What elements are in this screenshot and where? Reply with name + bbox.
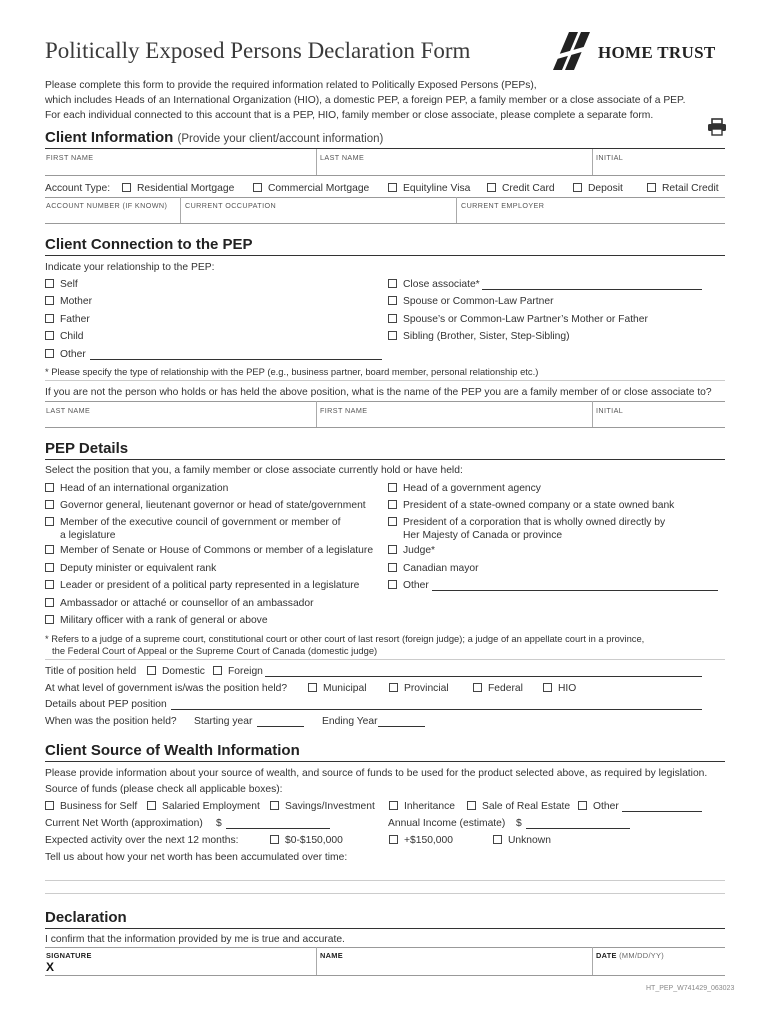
salaried-label: Salaried Employment bbox=[162, 801, 260, 812]
pep-details-label: Details about PEP position bbox=[45, 699, 167, 710]
section-rule bbox=[45, 148, 725, 149]
child-checkbox[interactable] bbox=[45, 331, 54, 340]
deposit-label: Deposit bbox=[588, 183, 623, 194]
hio-label: HIO bbox=[558, 683, 577, 694]
close-associate-label: Close associate* bbox=[403, 279, 480, 290]
field-rule bbox=[45, 223, 725, 224]
party-leader-label: Leader or president of a political party represented in a legislature bbox=[60, 580, 360, 591]
intro-line-3: For each individual connected to this account that is a PEP, HIO, family member or close associate, please complete a separate form. bbox=[45, 110, 654, 121]
divider-line bbox=[45, 659, 725, 660]
pep-details-field[interactable] bbox=[171, 709, 702, 710]
commercial-mortgage-label: Commercial Mortgage bbox=[268, 183, 370, 194]
sibling-checkbox[interactable] bbox=[388, 331, 397, 340]
net-worth-currency: $ bbox=[216, 818, 222, 829]
range-low-checkbox[interactable] bbox=[270, 835, 279, 844]
inheritance-label: Inheritance bbox=[404, 801, 455, 812]
business-label: Business for Self bbox=[60, 801, 138, 812]
pep-first-name-label: FIRST NAME bbox=[320, 406, 368, 415]
annual-income-field[interactable] bbox=[526, 828, 630, 829]
expected-activity-label: Expected activity over the next 12 months: bbox=[45, 835, 239, 846]
savings-label: Savings/Investment bbox=[285, 801, 375, 812]
spouse-label: Spouse or Common-Law Partner bbox=[403, 296, 554, 307]
business-checkbox[interactable] bbox=[45, 801, 54, 810]
section-rule bbox=[45, 459, 725, 460]
other-source-field[interactable] bbox=[622, 811, 702, 812]
intro-line-1: Please complete this form to provide the required information related to Politically Exposed Persons (PEPs), bbox=[45, 80, 537, 91]
judge-checkbox[interactable] bbox=[388, 545, 397, 554]
child-label: Child bbox=[60, 331, 84, 342]
field-rule bbox=[45, 175, 725, 176]
divider bbox=[592, 401, 593, 427]
divider bbox=[592, 947, 593, 975]
father-checkbox[interactable] bbox=[45, 314, 54, 323]
other-relationship-field[interactable] bbox=[90, 359, 382, 360]
title-held-field[interactable] bbox=[265, 676, 702, 677]
crown-corporation-label: President of a corporation that is wholly owned directly by bbox=[403, 517, 666, 528]
ending-year-label: Ending Year bbox=[322, 716, 378, 727]
military-officer-checkbox[interactable] bbox=[45, 615, 54, 624]
other-relationship-label: Other bbox=[60, 349, 86, 360]
hio-checkbox[interactable] bbox=[543, 683, 552, 692]
head-intl-org-checkbox[interactable] bbox=[45, 483, 54, 492]
initial-label: INITIAL bbox=[596, 153, 624, 162]
domestic-checkbox[interactable] bbox=[147, 666, 156, 675]
governor-checkbox[interactable] bbox=[45, 500, 54, 509]
real-estate-label: Sale of Real Estate bbox=[482, 801, 571, 812]
form-code: HT_PEP_W741429_063023 bbox=[646, 985, 735, 992]
self-label: Self bbox=[60, 279, 78, 290]
ambassador-label: Ambassador or attaché or counsellor of an ambassador bbox=[60, 598, 314, 609]
mayor-label: Canadian mayor bbox=[403, 563, 479, 574]
executive-council-label-cont: a legislature bbox=[60, 530, 116, 541]
judge-note-line-1: * Refers to a judge of a supreme court, constitutional court or other court of last resort (foreign judge); a judge of an appellate court in a province, bbox=[45, 633, 645, 644]
father-label: Father bbox=[60, 314, 90, 325]
field-rule bbox=[45, 197, 725, 198]
print-icon[interactable] bbox=[707, 118, 727, 136]
foreign-checkbox[interactable] bbox=[213, 666, 222, 675]
mother-checkbox[interactable] bbox=[45, 296, 54, 305]
pep-last-name-label: LAST NAME bbox=[46, 406, 91, 415]
federal-checkbox[interactable] bbox=[473, 683, 482, 692]
real-estate-checkbox[interactable] bbox=[467, 801, 476, 810]
deposit-checkbox[interactable] bbox=[573, 183, 582, 192]
close-associate-field[interactable] bbox=[482, 289, 702, 290]
credit-card-checkbox[interactable] bbox=[487, 183, 496, 192]
divider bbox=[592, 149, 593, 175]
wealth-intro: Please provide information about your source of wealth, and source of funds to be used for the product selected above, as required by legislation. bbox=[45, 768, 708, 779]
judge-label: Judge* bbox=[403, 545, 436, 556]
signature-label: SIGNATURE bbox=[46, 951, 92, 960]
other-position-checkbox[interactable] bbox=[388, 580, 397, 589]
net-worth-history-line-2[interactable] bbox=[45, 893, 725, 894]
employer-label: CURRENT EMPLOYER bbox=[461, 201, 545, 210]
brand-name: HOME TRUST bbox=[598, 43, 716, 62]
provincial-label: Provincial bbox=[404, 683, 449, 694]
relationship-note: * Please specify the type of relationship with the PEP (e.g., business partner, board member, personal relationship etc.) bbox=[45, 366, 539, 377]
retail-credit-checkbox[interactable] bbox=[647, 183, 656, 192]
signature-mark: X bbox=[46, 960, 55, 974]
state-company-label: President of a state-owned company or a state owned bank bbox=[403, 500, 675, 511]
mother-label: Mother bbox=[60, 296, 93, 307]
savings-checkbox[interactable] bbox=[270, 801, 279, 810]
divider-line bbox=[45, 380, 725, 381]
funds-prompt: Source of funds (please check all applicable boxes): bbox=[45, 784, 283, 795]
declaration-heading: Declaration bbox=[45, 909, 127, 926]
residential-mortgage-checkbox[interactable] bbox=[122, 183, 131, 192]
military-officer-label: Military officer with a rank of general or above bbox=[60, 615, 268, 626]
when-held-label: When was the position held? bbox=[45, 716, 177, 727]
range-high-label: +$150,000 bbox=[404, 835, 453, 846]
section-rule bbox=[45, 928, 725, 929]
deputy-minister-checkbox[interactable] bbox=[45, 563, 54, 572]
net-worth-field[interactable] bbox=[226, 828, 330, 829]
field-rule bbox=[45, 947, 725, 948]
declaration-statement: I confirm that the information provided by me is true and accurate. bbox=[45, 934, 345, 945]
section-rule bbox=[45, 761, 725, 762]
annual-income-label: Annual Income (estimate) bbox=[388, 818, 506, 829]
spouse-checkbox[interactable] bbox=[388, 296, 397, 305]
section-rule bbox=[45, 255, 725, 256]
ending-year-field[interactable] bbox=[378, 726, 425, 727]
field-rule bbox=[45, 427, 725, 428]
head-gov-agency-checkbox[interactable] bbox=[388, 483, 397, 492]
account-number-label: ACCOUNT NUMBER (IF KNOWN) bbox=[46, 201, 168, 210]
sibling-label: Sibling (Brother, Sister, Step-Sibling) bbox=[403, 331, 570, 342]
federal-label: Federal bbox=[488, 683, 523, 694]
deputy-minister-label: Deputy minister or equivalent rank bbox=[60, 563, 217, 574]
form-title: Politically Exposed Persons Declaration Form bbox=[45, 38, 471, 63]
relationship-prompt: Indicate your relationship to the PEP: bbox=[45, 262, 215, 273]
self-checkbox[interactable] bbox=[45, 279, 54, 288]
range-unknown-label: Unknown bbox=[508, 835, 551, 846]
last-name-label: LAST NAME bbox=[320, 153, 365, 162]
municipal-checkbox[interactable] bbox=[308, 683, 317, 692]
account-type-label: Account Type: bbox=[45, 183, 111, 194]
name-label: NAME bbox=[320, 951, 343, 960]
other-source-label: Other bbox=[593, 801, 619, 812]
spouse-parent-label: Spouse’s or Common-Law Partner’s Mother or Father bbox=[403, 314, 648, 325]
date-label-text: DATE bbox=[596, 951, 617, 960]
net-worth-history-label: Tell us about how your net worth has been accumulated over time: bbox=[45, 852, 348, 863]
equityline-visa-label: Equityline Visa bbox=[403, 183, 471, 194]
date-label bbox=[596, 951, 664, 960]
annual-income-currency: $ bbox=[516, 818, 522, 829]
range-low-label: $0-$150,000 bbox=[285, 835, 343, 846]
mayor-checkbox[interactable] bbox=[388, 563, 397, 572]
divider bbox=[316, 947, 317, 975]
wealth-heading: Client Source of Wealth Information bbox=[45, 742, 300, 759]
governor-label: Governor general, lieutenant governor or head of state/government bbox=[60, 500, 366, 511]
crown-corporation-label-cont: Her Majesty of Canada or province bbox=[403, 530, 563, 541]
intro-line-2: which includes Heads of an International Organization (HIO), a domestic PEP, a foreign PEP, a family member or a close associate of a PEP. bbox=[45, 95, 686, 106]
gov-level-question: At what level of government is/was the position held? bbox=[45, 683, 288, 694]
divider bbox=[316, 149, 317, 175]
head-gov-agency-label: Head of a government agency bbox=[403, 483, 541, 494]
municipal-label: Municipal bbox=[323, 683, 367, 694]
state-company-checkbox[interactable] bbox=[388, 500, 397, 509]
residential-mortgage-label: Residential Mortgage bbox=[137, 183, 235, 194]
equityline-visa-checkbox[interactable] bbox=[388, 183, 397, 192]
provincial-checkbox[interactable] bbox=[389, 683, 398, 692]
divider bbox=[456, 197, 457, 223]
other-position-label: Other bbox=[403, 580, 429, 591]
pep-details-heading: PEP Details bbox=[45, 440, 129, 457]
commercial-mortgage-checkbox[interactable] bbox=[253, 183, 262, 192]
retail-credit-label: Retail Credit bbox=[662, 183, 719, 194]
head-intl-org-label: Head of an international organization bbox=[60, 483, 229, 494]
starting-year-field[interactable] bbox=[257, 726, 304, 727]
inheritance-checkbox[interactable] bbox=[389, 801, 398, 810]
party-leader-checkbox[interactable] bbox=[45, 580, 54, 589]
pep-name-question: If you are not the person who holds or has held the above position, what is the name of the PEP you are a family member of or close associate to? bbox=[45, 387, 712, 398]
other-relationship-checkbox[interactable] bbox=[45, 349, 54, 358]
spouse-parent-checkbox[interactable] bbox=[388, 314, 397, 323]
date-format: (MM/DD/YY) bbox=[619, 951, 665, 960]
salaried-checkbox[interactable] bbox=[147, 801, 156, 810]
client-info-subtitle: (Provide your client/account information) bbox=[177, 133, 384, 145]
domestic-label: Domestic bbox=[162, 666, 205, 677]
range-unknown-checkbox[interactable] bbox=[493, 835, 502, 844]
senate-checkbox[interactable] bbox=[45, 545, 54, 554]
ambassador-checkbox[interactable] bbox=[45, 598, 54, 607]
other-position-field[interactable] bbox=[432, 590, 718, 591]
field-rule bbox=[45, 975, 725, 976]
net-worth-label: Current Net Worth (approximation) bbox=[45, 818, 203, 829]
field-rule bbox=[45, 401, 725, 402]
senate-label: Member of Senate or House of Commons or member of a legislature bbox=[60, 545, 374, 556]
net-worth-history-line-1[interactable] bbox=[45, 880, 725, 881]
first-name-label: FIRST NAME bbox=[46, 153, 94, 162]
client-info-title: Client Information bbox=[45, 129, 174, 146]
close-associate-checkbox[interactable] bbox=[388, 279, 397, 288]
position-prompt: Select the position that you, a family member or close associate currently hold or have held: bbox=[45, 465, 463, 476]
title-held-label: Title of position held bbox=[45, 666, 137, 677]
client-info-heading bbox=[45, 129, 383, 146]
executive-council-checkbox[interactable] bbox=[45, 517, 54, 526]
executive-council-label: Member of the executive council of government or member of bbox=[60, 517, 341, 528]
starting-year-label: Starting year bbox=[194, 716, 253, 727]
divider bbox=[316, 401, 317, 427]
other-source-checkbox[interactable] bbox=[578, 801, 587, 810]
foreign-label: Foreign bbox=[228, 666, 263, 677]
credit-card-label: Credit Card bbox=[502, 183, 555, 194]
connection-heading: Client Connection to the PEP bbox=[45, 236, 253, 253]
range-high-checkbox[interactable] bbox=[389, 835, 398, 844]
judge-note-line-2: the Federal Court of Appeal or the Supreme Court of Canada (domestic judge) bbox=[52, 645, 378, 656]
occupation-label: CURRENT OCCUPATION bbox=[185, 201, 277, 210]
crown-corporation-checkbox[interactable] bbox=[388, 517, 397, 526]
pep-initial-label: INITIAL bbox=[596, 406, 624, 415]
divider bbox=[180, 197, 181, 223]
